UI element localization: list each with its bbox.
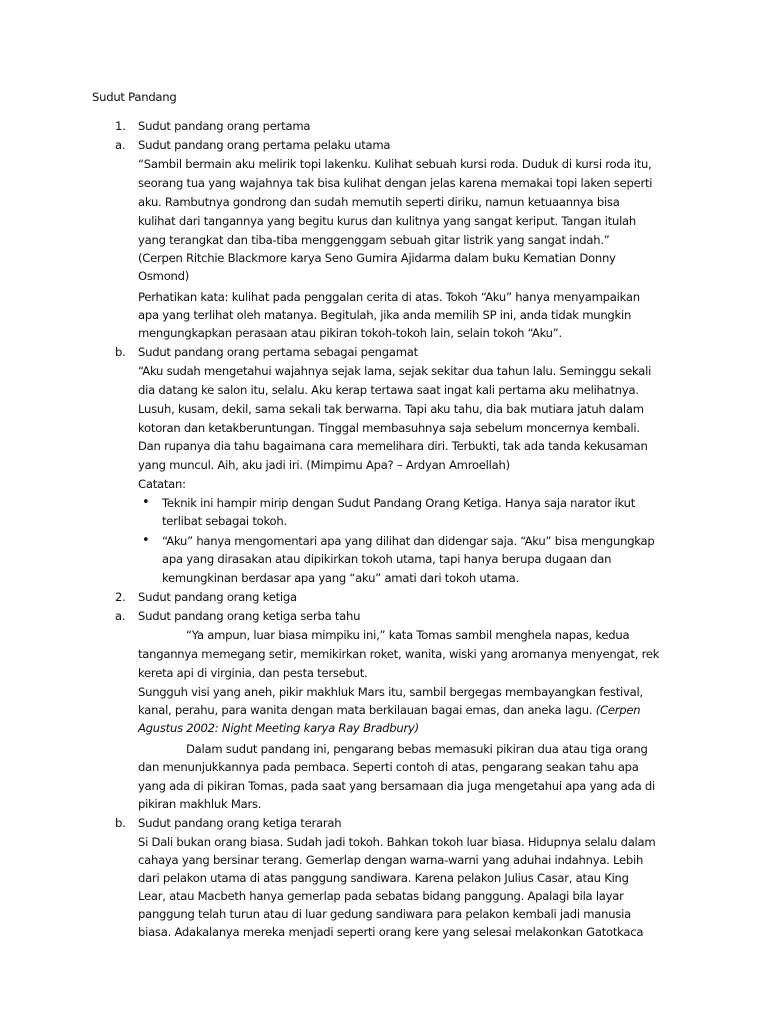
paragraph-line: Si Dali bukan orang biasa. Sudah jadi tokoh. Bahkan tokoh luar biasa. Hidupnya selalu dalam <box>138 835 656 849</box>
quote-line: “Ya ampun, luar biasa mimpiku ini,” kata Tomas sambil menghela napas, kedua <box>186 628 630 642</box>
quote-line: Lusuh, kusam, dekil, sama sekali tak berwarna. Tapi aku tahu, dia bak mutiara jatuh dalam <box>138 402 644 416</box>
document-title: Sudut Pandang <box>92 90 177 104</box>
quote-line: “Sambil bermain aku melirik topi lakenku. Kulihat sebuah kursi roda. Duduk di kursi roda itu, <box>138 157 652 171</box>
subsection-2a-heading: Sudut pandang orang ketiga serba tahu <box>138 609 361 623</box>
subsection-2b-marker: b. <box>115 816 126 830</box>
bullet-line: apa yang dirasakan atau dipikirkan tokoh utama, tapi hanya berupa dugaan dan <box>162 552 612 566</box>
paragraph-text: kanal, perahu, para wanita dengan mata berkilauan bagai emas, dan aneka lagu. <box>138 703 593 717</box>
section-1-heading: Sudut pandang orang pertama <box>138 119 311 133</box>
quote-line: (Cerpen Ritchie Blackmore karya Seno Gumira Ajidarma dalam buku Kematian Donny <box>138 251 616 265</box>
bullet-line: terlibat sebagai tokoh. <box>162 514 287 528</box>
subsection-1a-marker: a. <box>115 138 126 152</box>
section-1-number: 1. <box>115 119 126 133</box>
quote-line: kereta api di virginia, dan pesta tersebut. <box>138 666 368 680</box>
explanation-line: Dalam sudut pandang ini, pengarang bebas memasuki pikiran dua atau tiga orang <box>186 742 648 756</box>
paragraph-line: cahaya yang bersinar terang. Gemerlap dengan warna-warni yang aduhai indahnya. Lebih <box>138 853 644 867</box>
paragraph-line: panggung telah turun atau di luar gedung sandiwara para pelakon kembali jadi manusia <box>138 907 631 921</box>
paragraph-line <box>138 701 640 720</box>
paragraph-line: Lear, atau Macbeth hanya gemerlap pada sebatas bidang panggung. Apalagi bila layar <box>138 889 624 903</box>
bullet-icon: • <box>142 533 150 548</box>
quote-line: Dan rupanya dia tahu bagaimana cara memelihara diri. Terbukti, tak ada tanda kekusaman <box>138 439 648 453</box>
quote-line: kulihat dari tangannya yang begitu kurus dan kulitnya yang sangat keriput. Tangan itulah <box>138 214 637 228</box>
quote-line: aku. Rambutnya gondrong dan sudah memutih seperti diriku, namun ketuaannya bisa <box>138 195 620 209</box>
explanation-line: pikiran makhluk Mars. <box>138 797 262 811</box>
bullet-icon: • <box>142 495 150 510</box>
quote-line: “Aku sudah mengetahui wajahnya sejak lama, sejak sekitar dua tahun lalu. Seminggu sekali <box>138 364 652 378</box>
citation-text: Agustus 2002: Night Meeting karya Ray Bradbury) <box>138 721 419 735</box>
quote-line: yang muncul. Aih, aku jadi iri. (Mimpimu Apa? – Ardyan Amroellah) <box>138 458 510 472</box>
subsection-2b-heading: Sudut pandang orang ketiga terarah <box>138 816 342 830</box>
notes-label: Catatan: <box>138 477 186 491</box>
bullet-line: kemungkinan berdasar apa yang “aku” amati dari tokoh utama. <box>162 571 519 585</box>
quote-line: yang terangkat dan tiba-tiba menggenggam sebuah gitar listrik yang sangat indah.” <box>138 233 610 247</box>
paragraph-line: Sungguh visi yang aneh, pikir makhluk Mars itu, sambil bergegas membayangkan festival, <box>138 685 643 699</box>
note-line: Perhatikan kata: kulihat pada penggalan cerita di atas. Tokoh “Aku” hanya menyampaikan <box>138 290 640 304</box>
paragraph-line: biasa. Adakalanya mereka menjadi seperti orang kere yang selesai melakonkan Gatotkaca <box>138 925 644 939</box>
citation-text: (Cerpen <box>595 703 641 717</box>
quote-line: dia datang ke salon itu, selalu. Aku kerap tertawa saat ingat kali pertama aku melihatnya. <box>138 383 639 397</box>
quote-line: kotoran dan ketakberuntungan. Tinggal membasuhnya saja sebelum moncernya kembali. <box>138 421 640 435</box>
explanation-line: yang ada di pikiran Tomas, pada saat yang bersamaan dia juga mengetahui apa yang ada di <box>138 779 656 793</box>
paragraph-line: dari pelakon utama di atas panggung sandiwara. Karena pelakon Julius Casar, atau King <box>138 871 629 885</box>
quote-line: seorang tua yang wajahnya tak bisa kulihat dengan jelas karena memakai topi laken seperti <box>138 176 653 190</box>
quote-line: Osmond) <box>138 269 190 283</box>
note-line: mengungkapkan perasaan atau pikiran tokoh-tokoh lain, selain tokoh “Aku”. <box>138 326 562 340</box>
section-2-number: 2. <box>115 590 126 604</box>
bullet-line: “Aku” hanya mengomentari apa yang dilihat dan didengar saja. “Aku” bisa mengungkap <box>162 534 655 548</box>
note-line: apa yang terlihat oleh matanya. Begitulah, jika anda memilih SP ini, anda tidak mungkin <box>138 308 632 322</box>
subsection-1b-heading: Sudut pandang orang pertama sebagai pengamat <box>138 345 418 359</box>
subsection-2a-marker: a. <box>115 609 126 623</box>
explanation-line: dan menunjukkannya pada pembaca. Seperti contoh di atas, pengarang seakan tahu apa <box>138 760 639 774</box>
subsection-1b-marker: b. <box>115 345 126 359</box>
subsection-1a-heading: Sudut pandang orang pertama pelaku utama <box>138 138 391 152</box>
bullet-line: Teknik ini hampir mirip dengan Sudut Pandang Orang Ketiga. Hanya saja narator ikut <box>162 496 636 510</box>
section-2-heading: Sudut pandang orang ketiga <box>138 590 297 604</box>
quote-line: tangannya memegang setir, memikirkan roket, wanita, wiski yang aromanya menyengat, rek <box>138 647 660 661</box>
